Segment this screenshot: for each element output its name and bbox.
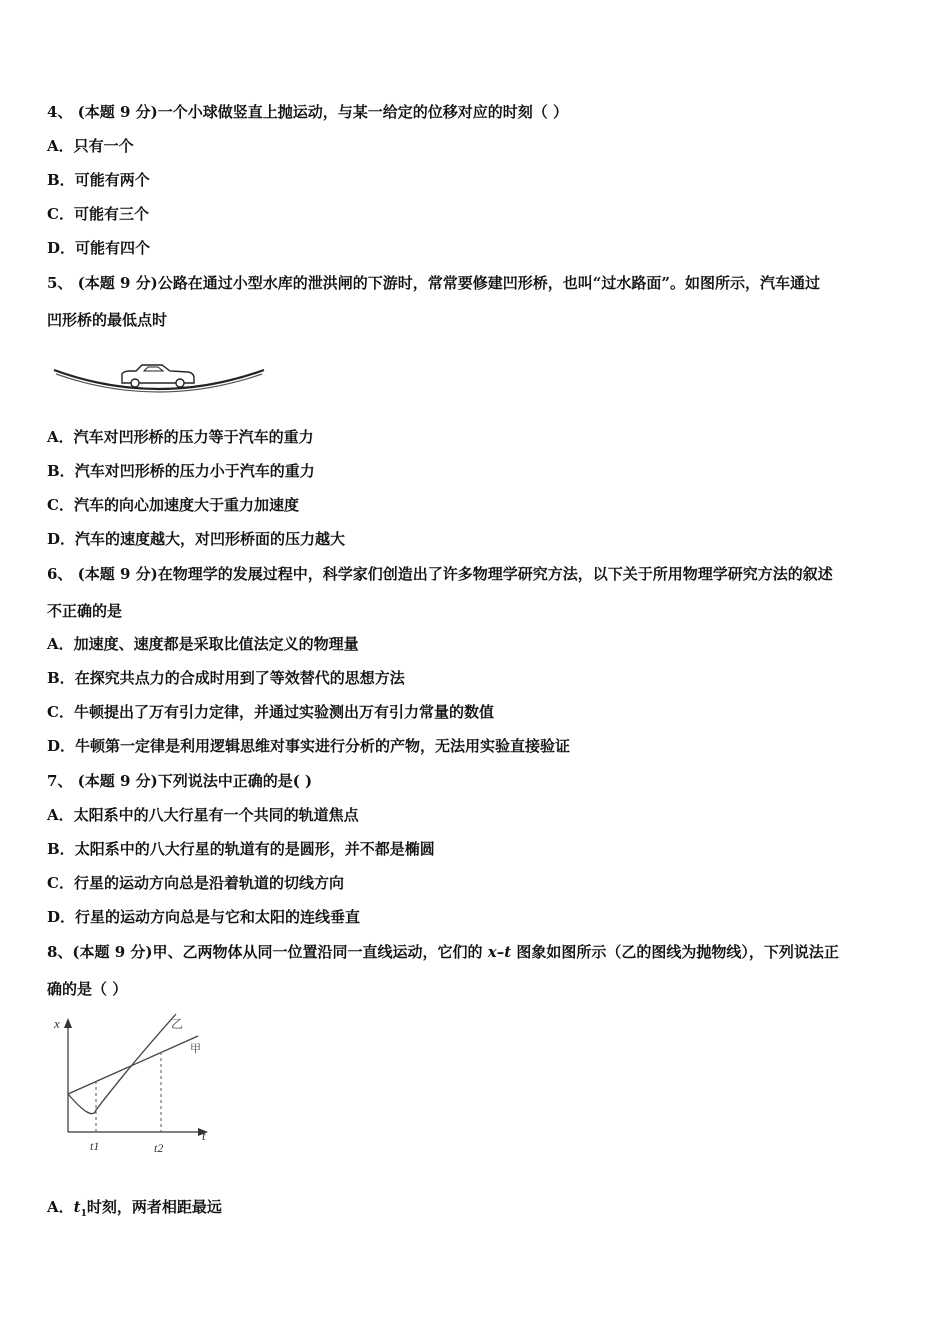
q6-option-b[interactable]: [47, 668, 405, 688]
option-label: B．: [47, 171, 75, 189]
option-text: 加速度、速度都是采取比值法定义的物理量: [73, 635, 359, 653]
option-text: 太阳系中的八大行星有一个共同的轨道焦点: [73, 806, 359, 824]
option-label: D．: [47, 530, 76, 548]
t2-tick-label: t2: [154, 1141, 164, 1155]
option-label: D．: [47, 239, 76, 257]
q8-stem-part-3: 图象如图所示（乙的图线为抛物线），下列说法正: [511, 943, 839, 961]
q5-option-d[interactable]: [47, 529, 345, 549]
q5-option-c[interactable]: [47, 495, 299, 515]
y-axis-label: x: [54, 1016, 60, 1031]
option-text: 汽车对凹形桥的压力等于汽车的重力: [73, 428, 314, 446]
q6-stem-line-1: 6、 (本题 9 分)在物理学的发展过程中，科学家们创造出了许多物理学研究方法，以下关于所用物理学研究方法的叙述: [47, 565, 833, 583]
option-text: 在探究共点力的合成时用到了等效替代的思想方法: [74, 669, 405, 687]
q5-option-b[interactable]: [47, 461, 315, 481]
q7-option-a[interactable]: [47, 805, 359, 825]
option-label: D．: [47, 908, 76, 926]
q8-stem-line-1: [47, 942, 839, 962]
option-text: 牛顿第一定律是利用逻辑思维对事实进行分析的产物，无法用实验直接验证: [75, 737, 571, 755]
car-icon: [122, 365, 194, 387]
q8-stem-xt: x–t: [487, 943, 512, 961]
option-label: C．: [47, 874, 74, 892]
q6-option-d[interactable]: [47, 736, 570, 756]
option-label: D．: [47, 737, 76, 755]
option-text: 时刻，两者相距最远: [86, 1198, 222, 1216]
xt-graph-figure: [48, 1008, 228, 1158]
curve-yi-label: 乙: [171, 1017, 184, 1031]
option-label: C．: [47, 205, 74, 223]
q6-option-a[interactable]: [47, 634, 359, 654]
option-text: 可能有两个: [74, 171, 150, 189]
q7-option-d[interactable]: [47, 907, 360, 927]
q8-stem-part-1: 8、(本题 9 分)甲、乙两物体从同一位置沿同一直线运动，它们的: [47, 943, 488, 961]
option-text: 可能有三个: [73, 205, 149, 223]
q6-stem-line-2: 不正确的是: [47, 602, 123, 620]
option-text: 可能有四个: [75, 239, 151, 257]
q7-stem: 7、 (本题 9 分)下列说法中正确的是( ): [47, 772, 313, 790]
option-text: 只有一个: [73, 137, 134, 155]
option-text: 牛顿提出了万有引力定律，并通过实验测出万有引力常量的数值: [73, 703, 494, 721]
option-text: 汽车的速度越大，对凹形桥面的压力越大: [75, 530, 346, 548]
option-var-subscript: 1: [80, 1209, 87, 1219]
q5-stem-line-2: 凹形桥的最低点时: [47, 311, 168, 329]
curve-jia-line: [68, 1036, 198, 1094]
option-label: A．: [47, 635, 74, 653]
q6-option-c[interactable]: [47, 702, 494, 722]
q4-stem: 4、 (本题 9 分)一个小球做竖直上抛运动，与某一给定的位移对应的时刻（ ）: [47, 103, 568, 121]
y-axis-arrow: [64, 1018, 72, 1028]
option-text: 太阳系中的八大行星的轨道有的是圆形，并不都是椭圆: [74, 840, 435, 858]
q7-option-c[interactable]: [47, 873, 344, 893]
option-var: t: [73, 1198, 81, 1216]
option-text: 行星的运动方向总是与它和太阳的连线垂直: [75, 908, 361, 926]
q8-option-a[interactable]: [47, 1197, 222, 1224]
option-label: A．: [47, 1198, 74, 1216]
curve-jia-label: 甲: [190, 1042, 201, 1055]
q7-option-b[interactable]: [47, 839, 435, 859]
option-text: 行星的运动方向总是沿着轨道的切线方向: [73, 874, 344, 892]
t1-tick-label: t1: [90, 1139, 100, 1153]
option-label: C．: [47, 703, 74, 721]
option-label: B．: [47, 840, 75, 858]
option-label: B．: [47, 669, 75, 687]
option-label: A．: [47, 806, 74, 824]
option-text: 汽车对凹形桥的压力小于汽车的重力: [74, 462, 315, 480]
curve-yi-parabola: [68, 1014, 176, 1114]
q4-option-a[interactable]: [47, 136, 134, 156]
q4-option-b[interactable]: [47, 170, 150, 190]
q4-option-c[interactable]: [47, 204, 149, 224]
x-axis-label: t: [202, 1128, 206, 1143]
q8-stem-line-2: 确的是（ ）: [47, 980, 128, 998]
option-label: A．: [47, 428, 74, 446]
q5-stem-line-1: 5、 (本题 9 分)公路在通过小型水库的泄洪闸的下游时，常常要修建凹形桥，也叫“过水路面”。如图所示，汽车通过: [47, 274, 820, 292]
q4-option-d[interactable]: [47, 238, 150, 258]
option-label: C．: [47, 496, 74, 514]
option-text: 汽车的向心加速度大于重力加速度: [73, 496, 299, 514]
concave-bridge-figure: [50, 358, 270, 402]
option-label: A．: [47, 137, 74, 155]
option-label: B．: [47, 462, 75, 480]
q5-option-a[interactable]: [47, 427, 314, 447]
